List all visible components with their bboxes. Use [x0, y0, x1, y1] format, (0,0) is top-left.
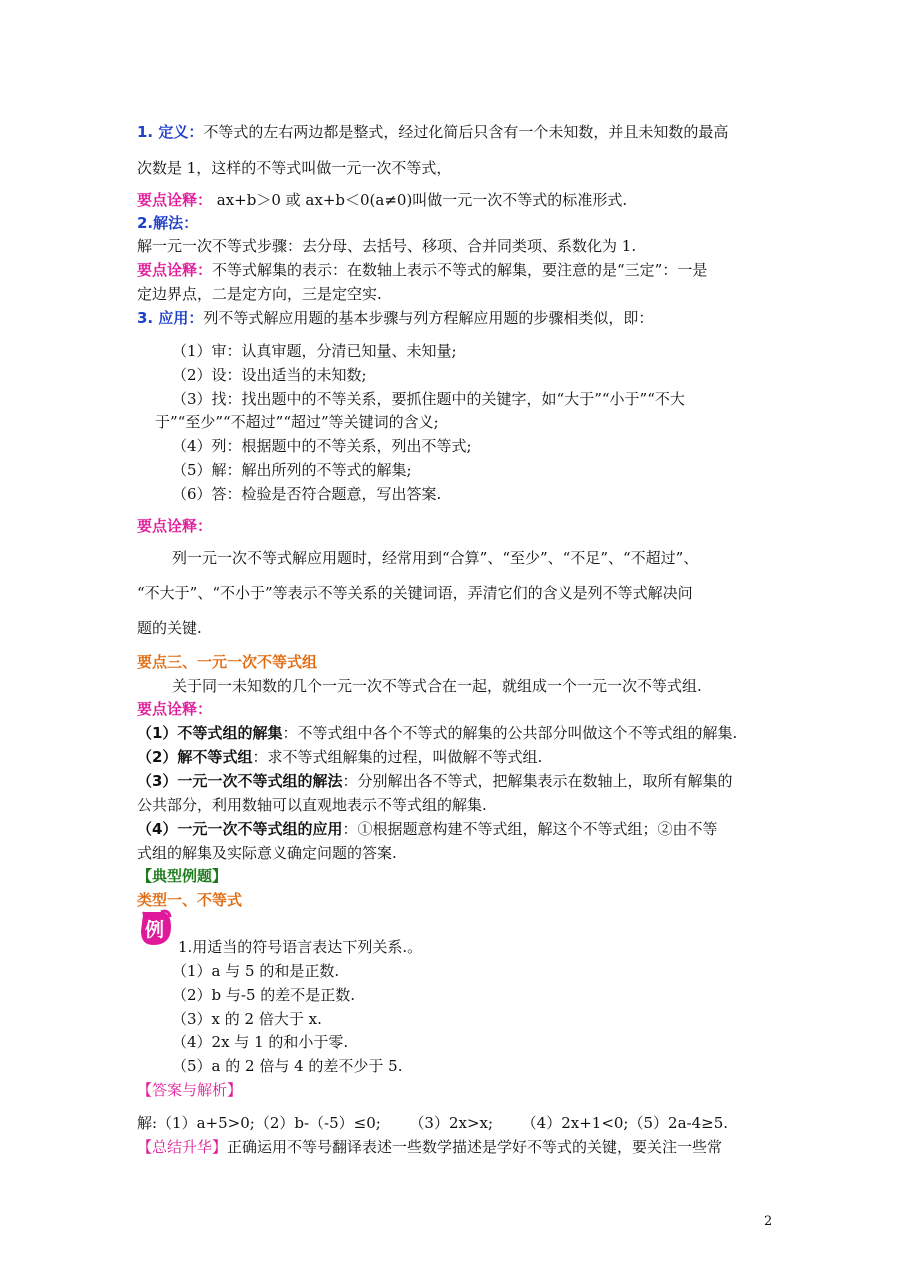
key-point-3-cont: 公共部分，利用数轴可以直观地表示不等式组的解集. [137, 796, 487, 814]
key-point-label: （3）一元一次不等式组的解法 [137, 772, 343, 790]
type-heading: 类型一、不等式 [137, 891, 243, 909]
question-1: 1.用适当的符号语言表达下列关系.。 [178, 938, 423, 956]
key-point-4-cont: 式组的解集及实际意义确定问题的答案. [137, 844, 397, 862]
note-label-4: 要点诠释： [137, 700, 213, 718]
answer-header: 【答案与解析】 [137, 1081, 243, 1099]
example-badge-text: 例 [145, 919, 165, 941]
definition-line [137, 122, 728, 142]
method-heading: 2.解法： [137, 214, 199, 232]
step-2: （2）设：设出适当的未知数; [172, 366, 367, 384]
step-1: （1）审：认真审题，分清已知量、未知量; [172, 342, 457, 360]
question-1e: （5）a 的 2 倍与 4 的差不少于 5. [172, 1057, 403, 1075]
step-3-cont: 于”“至少”“不超过”“超过”等关键词的含义; [155, 413, 439, 431]
summary-text: 正确运用不等号翻译表述一些数学描述是学好不等式的关键，要关注一些常 [227, 1138, 723, 1156]
page-number: 2 [764, 1214, 773, 1229]
summary-label: 【总结升华】 [137, 1138, 228, 1156]
definition-text: 不等式的左右两边都是整式，经过化简后只含有一个未知数，并且未知数的最高 [203, 123, 729, 141]
question-1d: （4）2x 与 1 的和小于零. [172, 1033, 349, 1051]
note-line-1 [137, 190, 627, 210]
key-point-text: ：求不等式组解集的过程，叫做解不等式组. [252, 748, 543, 766]
note-paragraph-1: 列一元一次不等式解应用题时，经常用到“合算”、“至少”、“不足”、“不超过”、 [172, 549, 699, 567]
key-point-label: （1）不等式组的解集 [137, 724, 283, 742]
key-point-label: （2）解不等式组 [137, 748, 253, 766]
step-3: （3）找：找出题中的不等关系，要抓住题中的关键字，如“大于”“小于”“不大 [172, 390, 685, 408]
key-point-3 [137, 771, 732, 791]
note-paragraph-3: 题的关键. [137, 619, 202, 637]
note-paragraph-2: “不大于”、“不小于”等表示不等关系的关键词语，弄清它们的含义是列不等式解决问 [137, 584, 693, 602]
definition-line-2: 次数是 1，这样的不等式叫做一元一次不等式， [137, 159, 452, 177]
answer-text: 解:（1）a+5>0;（2）b-（-5）≤0; （3）2x>x; （4）2x+1<0;（5）2a-4≥5. [137, 1114, 729, 1132]
question-1a: （1）a 与 5 的和是正数. [172, 962, 340, 980]
section-heading: 要点三、一元一次不等式组 [137, 653, 318, 671]
note-label: 要点诠释： [137, 191, 213, 209]
step-5: （5）解：解出所列的不等式的解集; [172, 461, 412, 479]
method-text: 解一元一次不等式步骤：去分母、去括号、移项、合并同类项、系数化为 1. [137, 237, 637, 255]
key-point-text: ：不等式组中各个不等式的解集的公共部分叫做这个不等式组的解集. [282, 724, 738, 742]
examples-header: 【典型例题】 [137, 867, 228, 885]
application-line [137, 308, 653, 328]
note-text: 不等式解集的表示：在数轴上表示不等式的解集，要注意的是“三定”：一是 [212, 261, 708, 279]
key-point-4 [137, 819, 717, 839]
key-point-1 [137, 723, 737, 743]
definition-label: 1. 定义： [137, 123, 204, 141]
question-1b: （2）b 与-5 的差不是正数. [172, 986, 356, 1004]
key-point-2 [137, 747, 542, 767]
note-label-3: 要点诠释： [137, 517, 213, 535]
example-badge-icon [139, 909, 173, 947]
application-label: 3. 应用： [137, 309, 204, 327]
key-point-text: ：①根据题意构建不等式组，解这个不等式组；②由不等 [342, 820, 718, 838]
note-line-2b: 定边界点，二是定方向，三是定空实. [137, 285, 382, 303]
step-6: （6）答：检验是否符合题意，写出答案. [172, 485, 442, 503]
key-point-text: ：分别解出各不等式，把解集表示在数轴上，取所有解集的 [342, 772, 733, 790]
application-text: 列不等式解应用题的基本步骤与列方程解应用题的步骤相类似，即： [203, 309, 654, 327]
section-text: 关于同一未知数的几个一元一次不等式合在一起，就组成一个一元一次不等式组. [172, 677, 702, 695]
note-label: 要点诠释： [137, 261, 213, 279]
note-line-2 [137, 260, 707, 280]
question-1c: （3）x 的 2 倍大于 x. [172, 1010, 322, 1028]
key-point-label: （4）一元一次不等式组的应用 [137, 820, 343, 838]
note-text: ax+b＞0 或 ax+b＜0(a≠0)叫做一元一次不等式的标准形式. [212, 191, 628, 209]
summary-line [137, 1137, 722, 1157]
step-4: （4）列：根据题中的不等关系，列出不等式; [172, 437, 472, 455]
